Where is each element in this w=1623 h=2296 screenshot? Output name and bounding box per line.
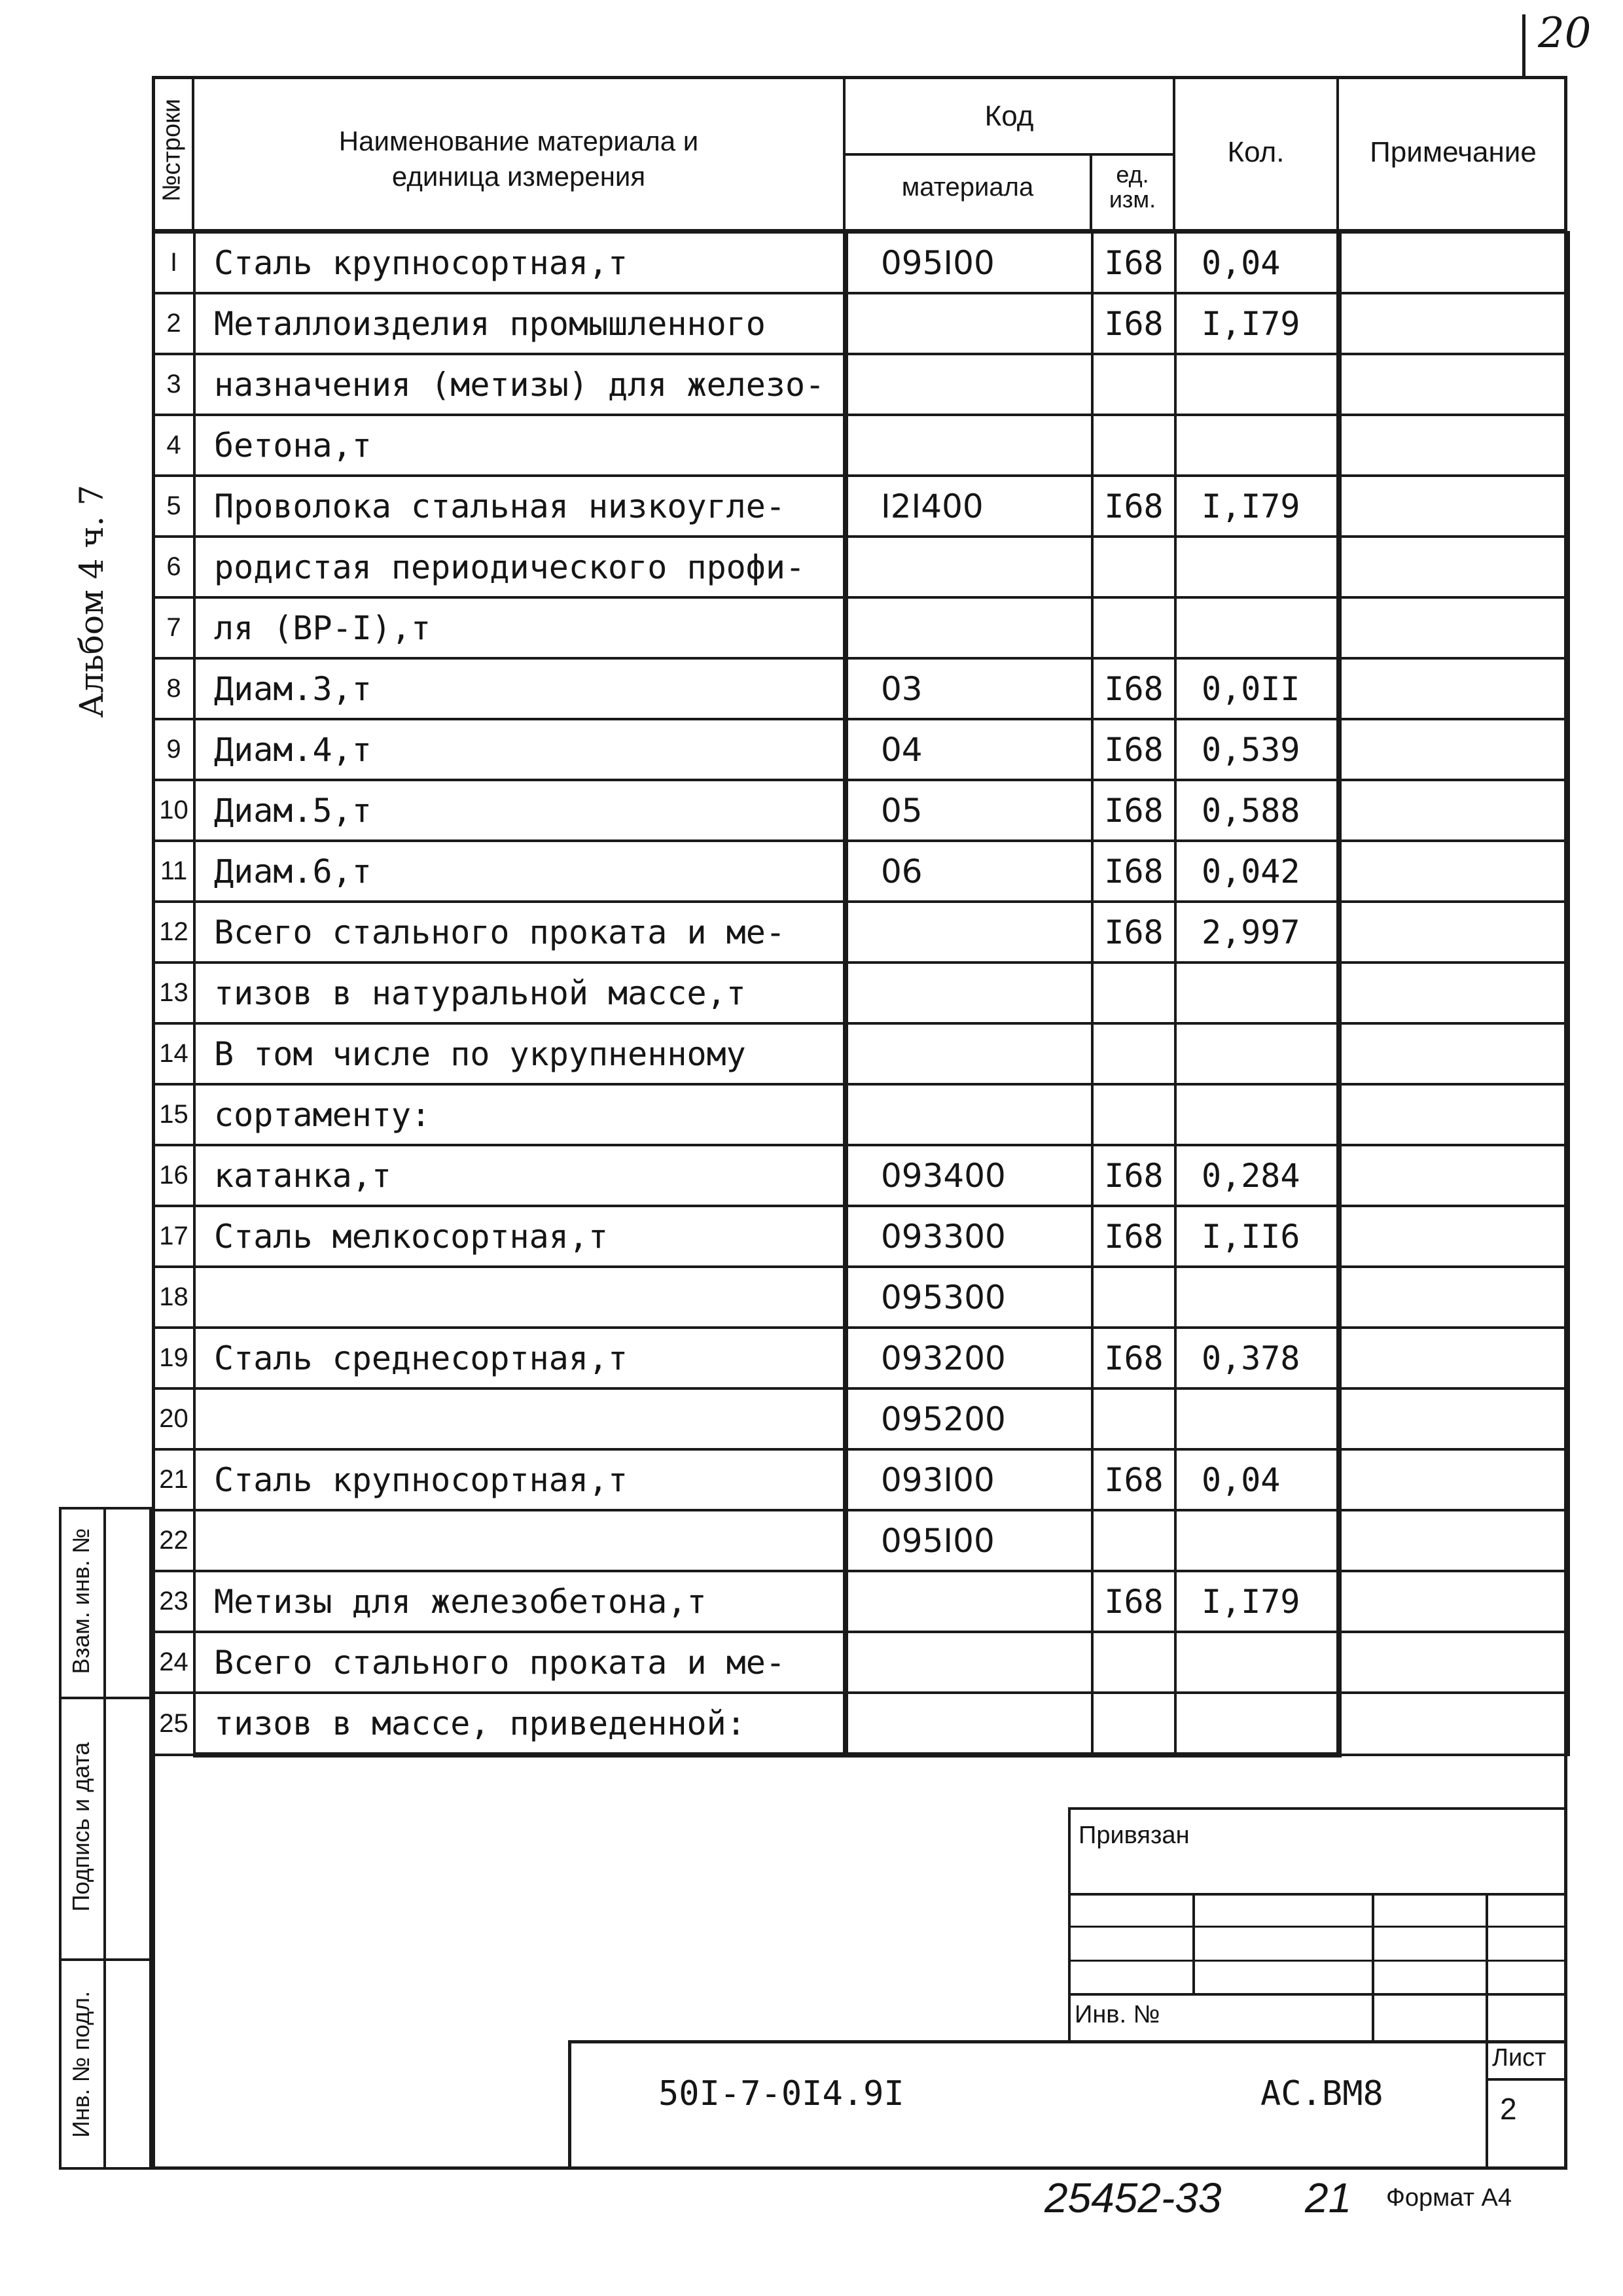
- row-number-cell: 5: [153, 476, 194, 537]
- table-row: [153, 1328, 1569, 1388]
- binding-col-line-2: [1192, 1893, 1195, 1993]
- table-row: [153, 597, 1569, 658]
- note-cell: [1339, 1449, 1569, 1510]
- material-code-cell: [846, 537, 1092, 597]
- material-name-cell: родистая периодического профи-: [194, 537, 846, 597]
- quantity-cell: [1175, 354, 1339, 415]
- material-name-cell: [194, 1388, 846, 1449]
- album-label: Альбом 4 ч. 7: [73, 484, 111, 718]
- header-code: Код: [984, 100, 1034, 132]
- note-cell: [1339, 1632, 1569, 1693]
- table-row: [153, 1693, 1569, 1755]
- unit-code-cell: I68: [1092, 1449, 1175, 1510]
- quantity-cell: 0,378: [1175, 1328, 1339, 1388]
- material-code-cell: [846, 293, 1092, 354]
- unit-code-cell: [1092, 1510, 1175, 1571]
- note-cell: [1339, 1571, 1569, 1632]
- material-name-cell: Метизы для железобетона,т: [194, 1571, 846, 1632]
- row-number-cell: 20: [153, 1388, 194, 1449]
- material-name-cell: сортаменту:: [194, 1084, 846, 1145]
- material-name-cell: Сталь крупносортная,т: [194, 1449, 846, 1510]
- binding-inv-no: Инв. №: [1075, 2001, 1160, 2028]
- header-code-material: материала: [901, 173, 1034, 202]
- material-code-cell: 093300: [846, 1206, 1092, 1267]
- quantity-cell: [1175, 1388, 1339, 1449]
- quantity-cell: [1175, 597, 1339, 658]
- binding-row-line-2: [1068, 1926, 1567, 1928]
- table-row: [153, 354, 1569, 415]
- table-row: [153, 780, 1569, 841]
- quantity-cell: [1175, 1510, 1339, 1571]
- sheet-label: Лист: [1492, 2044, 1546, 2072]
- quantity-cell: 0,539: [1175, 719, 1339, 780]
- note-cell: [1339, 597, 1569, 658]
- row-number-cell: 4: [153, 415, 194, 476]
- material-name-cell: [194, 1510, 846, 1571]
- table-row: [153, 841, 1569, 902]
- material-name-cell: тизов в массе, приведенной:: [194, 1693, 846, 1755]
- row-number-cell: 10: [153, 780, 194, 841]
- row-number-cell: 22: [153, 1510, 194, 1571]
- side-stamp-col-line: [103, 1507, 106, 2170]
- row-number-cell: 8: [153, 658, 194, 719]
- table-row: [153, 658, 1569, 719]
- unit-code-cell: I68: [1092, 1328, 1175, 1388]
- page-number-bar: [1522, 14, 1525, 77]
- note-cell: [1339, 1388, 1569, 1449]
- note-cell: [1339, 1145, 1569, 1206]
- material-name-cell: [194, 1267, 846, 1328]
- note-cell: [1339, 1510, 1569, 1571]
- material-code-cell: [846, 963, 1092, 1023]
- note-cell: [1339, 1267, 1569, 1328]
- table-row: [153, 1023, 1569, 1084]
- binding-col-line-3: [1372, 1893, 1374, 2043]
- material-code-cell: 095I00: [846, 232, 1092, 293]
- note-cell: [1339, 719, 1569, 780]
- table-row: [153, 232, 1569, 293]
- header-note: Примечание: [1370, 136, 1537, 168]
- quantity-cell: [1175, 1632, 1339, 1693]
- page-number: 20: [1538, 9, 1592, 58]
- quantity-cell: [1175, 1267, 1339, 1328]
- quantity-cell: 2,997: [1175, 902, 1339, 963]
- unit-code-cell: [1092, 1693, 1175, 1755]
- material-code-cell: 093I00: [846, 1449, 1092, 1510]
- material-table-body: [153, 232, 1569, 1755]
- row-number-cell: 14: [153, 1023, 194, 1084]
- note-cell: [1339, 476, 1569, 537]
- quantity-cell: 0,04: [1175, 1449, 1339, 1510]
- row-number-cell: 23: [153, 1571, 194, 1632]
- unit-code-cell: I68: [1092, 658, 1175, 719]
- binding-row-line-3: [1068, 1960, 1567, 1962]
- material-name-cell: Диам.6,т: [194, 841, 846, 902]
- row-number-cell: 17: [153, 1206, 194, 1267]
- material-code-cell: 093400: [846, 1145, 1092, 1206]
- note-cell: [1339, 1206, 1569, 1267]
- material-name-cell: катанка,т: [194, 1145, 846, 1206]
- note-cell: [1339, 658, 1569, 719]
- format-label: Формат А4: [1386, 2184, 1512, 2212]
- row-number-cell: I: [153, 232, 194, 293]
- unit-code-cell: [1092, 1023, 1175, 1084]
- material-code-cell: I2I400: [846, 476, 1092, 537]
- binding-row-line-4: [1068, 1993, 1567, 1996]
- note-cell: [1339, 354, 1569, 415]
- unit-code-cell: [1092, 1267, 1175, 1328]
- title-block-sheet-row: [1486, 2078, 1567, 2081]
- header-code-unit-2: изм.: [1109, 186, 1156, 213]
- note-cell: [1339, 1023, 1569, 1084]
- quantity-cell: [1175, 1023, 1339, 1084]
- material-name-cell: Диам.5,т: [194, 780, 846, 841]
- table-row: [153, 1571, 1569, 1632]
- unit-code-cell: I68: [1092, 1145, 1175, 1206]
- quantity-cell: [1175, 537, 1339, 597]
- material-name-cell: Диам.4,т: [194, 719, 846, 780]
- material-code-cell: [846, 902, 1092, 963]
- archive-number: 25452-33: [1044, 2174, 1222, 2221]
- unit-code-cell: [1092, 1084, 1175, 1145]
- table-row: [153, 1084, 1569, 1145]
- note-cell: [1339, 963, 1569, 1023]
- note-cell: [1339, 841, 1569, 902]
- material-name-cell: тизов в натуральной массе,т: [194, 963, 846, 1023]
- material-name-cell: ля (ВР-I),т: [194, 597, 846, 658]
- material-name-cell: Сталь крупносортная,т: [194, 232, 846, 293]
- material-code-cell: 095300: [846, 1267, 1092, 1328]
- row-number-cell: 24: [153, 1632, 194, 1693]
- title-block-sheet-col: [1486, 2040, 1488, 2170]
- doc-code: 50I-7-0I4.9I: [658, 2074, 904, 2113]
- archive-sheet: 21: [1305, 2174, 1352, 2221]
- table-row: [153, 719, 1569, 780]
- note-cell: [1339, 537, 1569, 597]
- material-name-cell: Всего стального проката и ме-: [194, 1632, 846, 1693]
- unit-code-cell: [1092, 1388, 1175, 1449]
- material-code-cell: 05: [846, 780, 1092, 841]
- unit-code-cell: [1092, 963, 1175, 1023]
- row-number-cell: 18: [153, 1267, 194, 1328]
- side-stamp-vzam-inv: Взам. инв. №: [67, 1528, 94, 1674]
- row-number-cell: 16: [153, 1145, 194, 1206]
- header-name-line1: Наименование материала и: [338, 126, 699, 156]
- side-stamp-inv-podl: Инв. № подл.: [67, 1990, 94, 2138]
- material-name-cell: Всего стального проката и ме-: [194, 902, 846, 963]
- note-cell: [1339, 780, 1569, 841]
- row-number-cell: 19: [153, 1328, 194, 1388]
- material-table: [152, 231, 1570, 1757]
- material-code-cell: 03: [846, 658, 1092, 719]
- quantity-cell: [1175, 1084, 1339, 1145]
- table-row: [153, 1267, 1569, 1328]
- material-code-cell: 093200: [846, 1328, 1092, 1388]
- unit-code-cell: I68: [1092, 232, 1175, 293]
- row-number-cell: 12: [153, 902, 194, 963]
- note-cell: [1339, 1328, 1569, 1388]
- note-cell: [1339, 293, 1569, 354]
- material-code-cell: [846, 1023, 1092, 1084]
- row-number-cell: 9: [153, 719, 194, 780]
- row-number-cell: 13: [153, 963, 194, 1023]
- row-number-cell: 6: [153, 537, 194, 597]
- material-code-cell: [846, 1693, 1092, 1755]
- material-code-cell: [846, 1632, 1092, 1693]
- table-row: [153, 476, 1569, 537]
- unit-code-cell: I68: [1092, 902, 1175, 963]
- table-row: [153, 293, 1569, 354]
- row-number-cell: 7: [153, 597, 194, 658]
- table-row: [153, 537, 1569, 597]
- table-row: [153, 1145, 1569, 1206]
- quantity-cell: I,I79: [1175, 476, 1339, 537]
- table-row: [153, 1206, 1569, 1267]
- material-name-cell: Диам.3,т: [194, 658, 846, 719]
- header-code-divider: [843, 153, 1175, 156]
- table-row: [153, 1632, 1569, 1693]
- note-cell: [1339, 1084, 1569, 1145]
- quantity-cell: [1175, 1693, 1339, 1755]
- set-code: АС.ВМ8: [1260, 2074, 1383, 2113]
- note-cell: [1339, 415, 1569, 476]
- binding-row-line-1: [1068, 1893, 1567, 1896]
- header-name-line2: единица измерения: [391, 161, 646, 192]
- row-number-cell: 21: [153, 1449, 194, 1510]
- material-code-cell: 095200: [846, 1388, 1092, 1449]
- material-code-cell: 04: [846, 719, 1092, 780]
- material-name-cell: Проволока стальная низкоугле-: [194, 476, 846, 537]
- unit-code-cell: [1092, 415, 1175, 476]
- row-number-cell: 3: [153, 354, 194, 415]
- sheet-number: 2: [1500, 2092, 1517, 2126]
- unit-code-cell: I68: [1092, 293, 1175, 354]
- material-code-cell: [846, 597, 1092, 658]
- note-cell: [1339, 902, 1569, 963]
- table-row: [153, 963, 1569, 1023]
- unit-code-cell: I68: [1092, 719, 1175, 780]
- binding-privyazan: Привязан: [1079, 1822, 1190, 1849]
- header-row-no: №строки: [158, 98, 186, 202]
- unit-code-cell: [1092, 1632, 1175, 1693]
- material-code-cell: [846, 1571, 1092, 1632]
- quantity-cell: 0,04: [1175, 232, 1339, 293]
- table-row: [153, 415, 1569, 476]
- quantity-cell: I,I79: [1175, 293, 1339, 354]
- material-code-cell: [846, 354, 1092, 415]
- table-row: [153, 1510, 1569, 1571]
- unit-code-cell: I68: [1092, 1571, 1175, 1632]
- note-cell: [1339, 232, 1569, 293]
- material-code-cell: [846, 415, 1092, 476]
- quantity-cell: I,I79: [1175, 1571, 1339, 1632]
- material-code-cell: 095I00: [846, 1510, 1092, 1571]
- note-cell: [1339, 1693, 1569, 1755]
- material-code-cell: [846, 1084, 1092, 1145]
- binding-top-line: [1068, 1807, 1567, 1810]
- row-number-cell: 2: [153, 293, 194, 354]
- material-name-cell: Сталь среднесортная,т: [194, 1328, 846, 1388]
- binding-col-line-1: [1068, 1807, 1071, 2043]
- header-qty: Кол.: [1227, 136, 1285, 168]
- quantity-cell: 0,042: [1175, 841, 1339, 902]
- material-name-cell: назначения (метизы) для железо-: [194, 354, 846, 415]
- quantity-cell: [1175, 415, 1339, 476]
- row-number-cell: 25: [153, 1693, 194, 1755]
- quantity-cell: 0,588: [1175, 780, 1339, 841]
- quantity-cell: [1175, 963, 1339, 1023]
- row-number-cell: 11: [153, 841, 194, 902]
- unit-code-cell: I68: [1092, 1206, 1175, 1267]
- row-number-cell: 15: [153, 1084, 194, 1145]
- table-row: [153, 1449, 1569, 1510]
- binding-col-line-4: [1486, 1893, 1488, 2043]
- material-name-cell: В том числе по укрупненному: [194, 1023, 846, 1084]
- unit-code-cell: I68: [1092, 780, 1175, 841]
- quantity-cell: I,II6: [1175, 1206, 1339, 1267]
- quantity-cell: 0,0II: [1175, 658, 1339, 719]
- unit-code-cell: I68: [1092, 841, 1175, 902]
- quantity-cell: 0,284: [1175, 1145, 1339, 1206]
- material-name-cell: Сталь мелкосортная,т: [194, 1206, 846, 1267]
- table-row: [153, 902, 1569, 963]
- material-name-cell: бетона,т: [194, 415, 846, 476]
- side-stamp-podpis-data: Подпись и дата: [67, 1742, 94, 1912]
- unit-code-cell: I68: [1092, 476, 1175, 537]
- header-code-unit-1: ед.: [1116, 161, 1149, 188]
- material-name-cell: Металлоизделия промышленного: [194, 293, 846, 354]
- unit-code-cell: [1092, 597, 1175, 658]
- material-code-cell: 06: [846, 841, 1092, 902]
- unit-code-cell: [1092, 354, 1175, 415]
- unit-code-cell: [1092, 537, 1175, 597]
- table-row: [153, 1388, 1569, 1449]
